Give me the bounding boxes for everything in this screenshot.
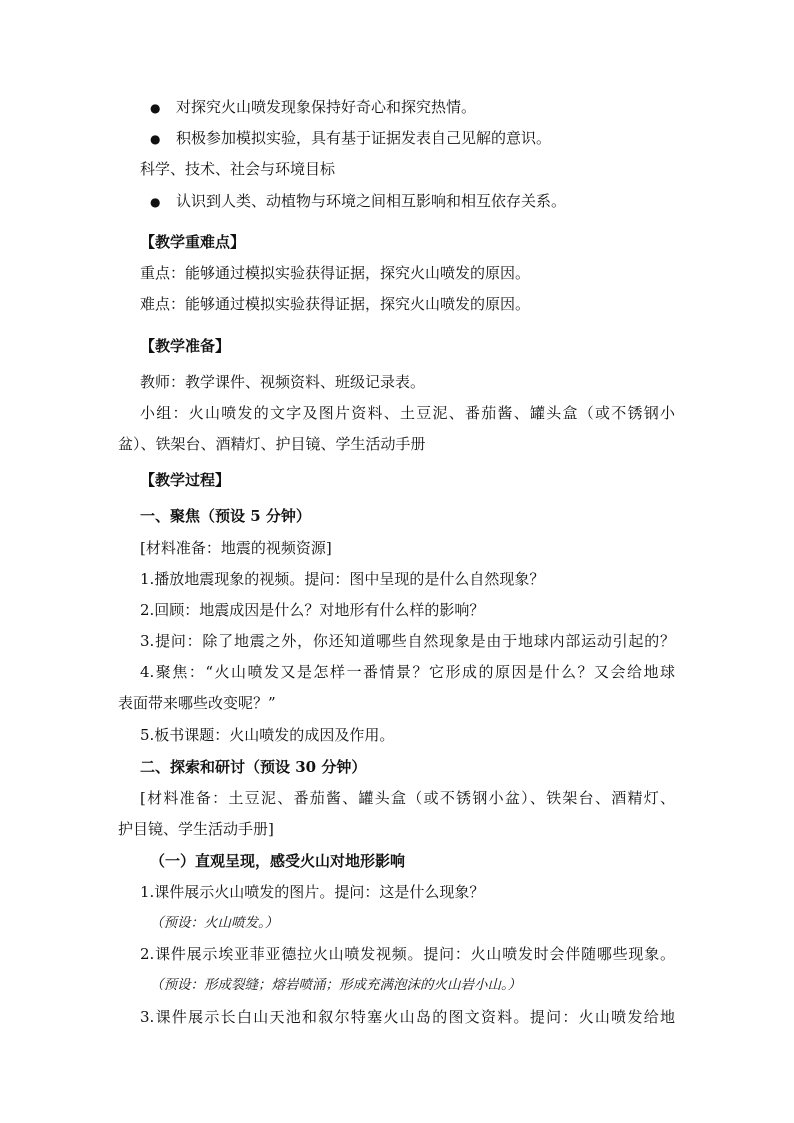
step-line: 3.课件展示长白山天池和叙尔特塞火山岛的图文资料。提问：火山喷发给地: [140, 1008, 675, 1026]
goal-heading: 科学、技术、社会与环境目标: [140, 160, 336, 178]
prep-group-line-cont: 盆）、铁架台、酒精灯、护目镜、学生活动手册: [118, 435, 426, 453]
step-line: 2.课件展示埃亚菲亚德拉火山喷发视频。提问：火山喷发时会伴随哪些现象。: [140, 945, 675, 963]
materials-note: [材料准备：土豆泥、番茄酱、罐头盒（或不锈钢小盆）、铁架台、酒精灯、: [140, 789, 675, 807]
step-line: 1.课件展示火山喷发的图片。提问：这是什么现象？: [140, 883, 485, 901]
bullet-icon: ●: [150, 132, 161, 146]
section-heading-process: 【教学过程】: [140, 471, 231, 489]
key-point-line: 重点：能够通过模拟实验获得证据，探究火山喷发的原因。: [140, 264, 531, 282]
difficulty-line: 难点：能够通过模拟实验获得证据，探究火山喷发的原因。: [140, 295, 531, 313]
subsection-heading: （一）直观呈现，感受火山对地形影响: [150, 852, 406, 870]
materials-note-cont: 护目镜、学生活动手册]: [118, 820, 274, 838]
prep-teacher-line: 教师：教学课件、视频资料、班级记录表。: [140, 373, 426, 391]
prep-group-line: 小组：火山喷发的文字及图片资料、土豆泥、番茄酱、罐头盒（或不锈钢小: [140, 404, 675, 422]
bullet-item: ● 积极参加模拟实验，具有基于证据发表自己见解的意识。: [150, 127, 551, 149]
stage-2-heading: 二、探索和研讨（预设 30 分钟）: [140, 758, 367, 776]
bullet-item: ● 对探究火山喷发现象保持好奇心和探究热情。: [150, 96, 476, 118]
step-line: 3.提问：除了地震之外，你还知道哪些自然现象是由于地球内部运动引起的？: [140, 632, 675, 650]
step-line: 1.播放地震现象的视频。提问：图中呈现的是什么自然现象？: [140, 570, 545, 588]
step-line: 2.回顾：地震成因是什么？对地形有什么样的影响？: [140, 601, 485, 619]
step-line: 4.聚焦：“火山喷发又是怎样一番情景？它形成的原因是什么？又会给地球: [140, 663, 675, 681]
bullet-item: ● 认识到人类、动植物与环境之间相互影响和相互依存关系。: [150, 190, 566, 212]
materials-note: [材料准备：地震的视频资源]: [140, 539, 332, 557]
step-line-cont: 表面带来哪些改变呢？”: [118, 694, 276, 712]
bullet-icon: ●: [150, 101, 161, 115]
bullet-icon: ●: [150, 195, 161, 209]
stage-1-heading: 一、聚焦（预设 5 分钟）: [140, 507, 311, 525]
section-heading-key-points: 【教学重难点】: [140, 233, 246, 251]
section-heading-preparation: 【教学准备】: [140, 337, 231, 355]
expected-answer: （预设：火山喷发。）: [150, 915, 279, 931]
expected-answer: （预设：形成裂缝；熔岩喷涌；形成充满泡沫的火山岩小山。）: [150, 977, 522, 993]
step-line: 5.板书课题：火山喷发的成因及作用。: [140, 726, 395, 744]
